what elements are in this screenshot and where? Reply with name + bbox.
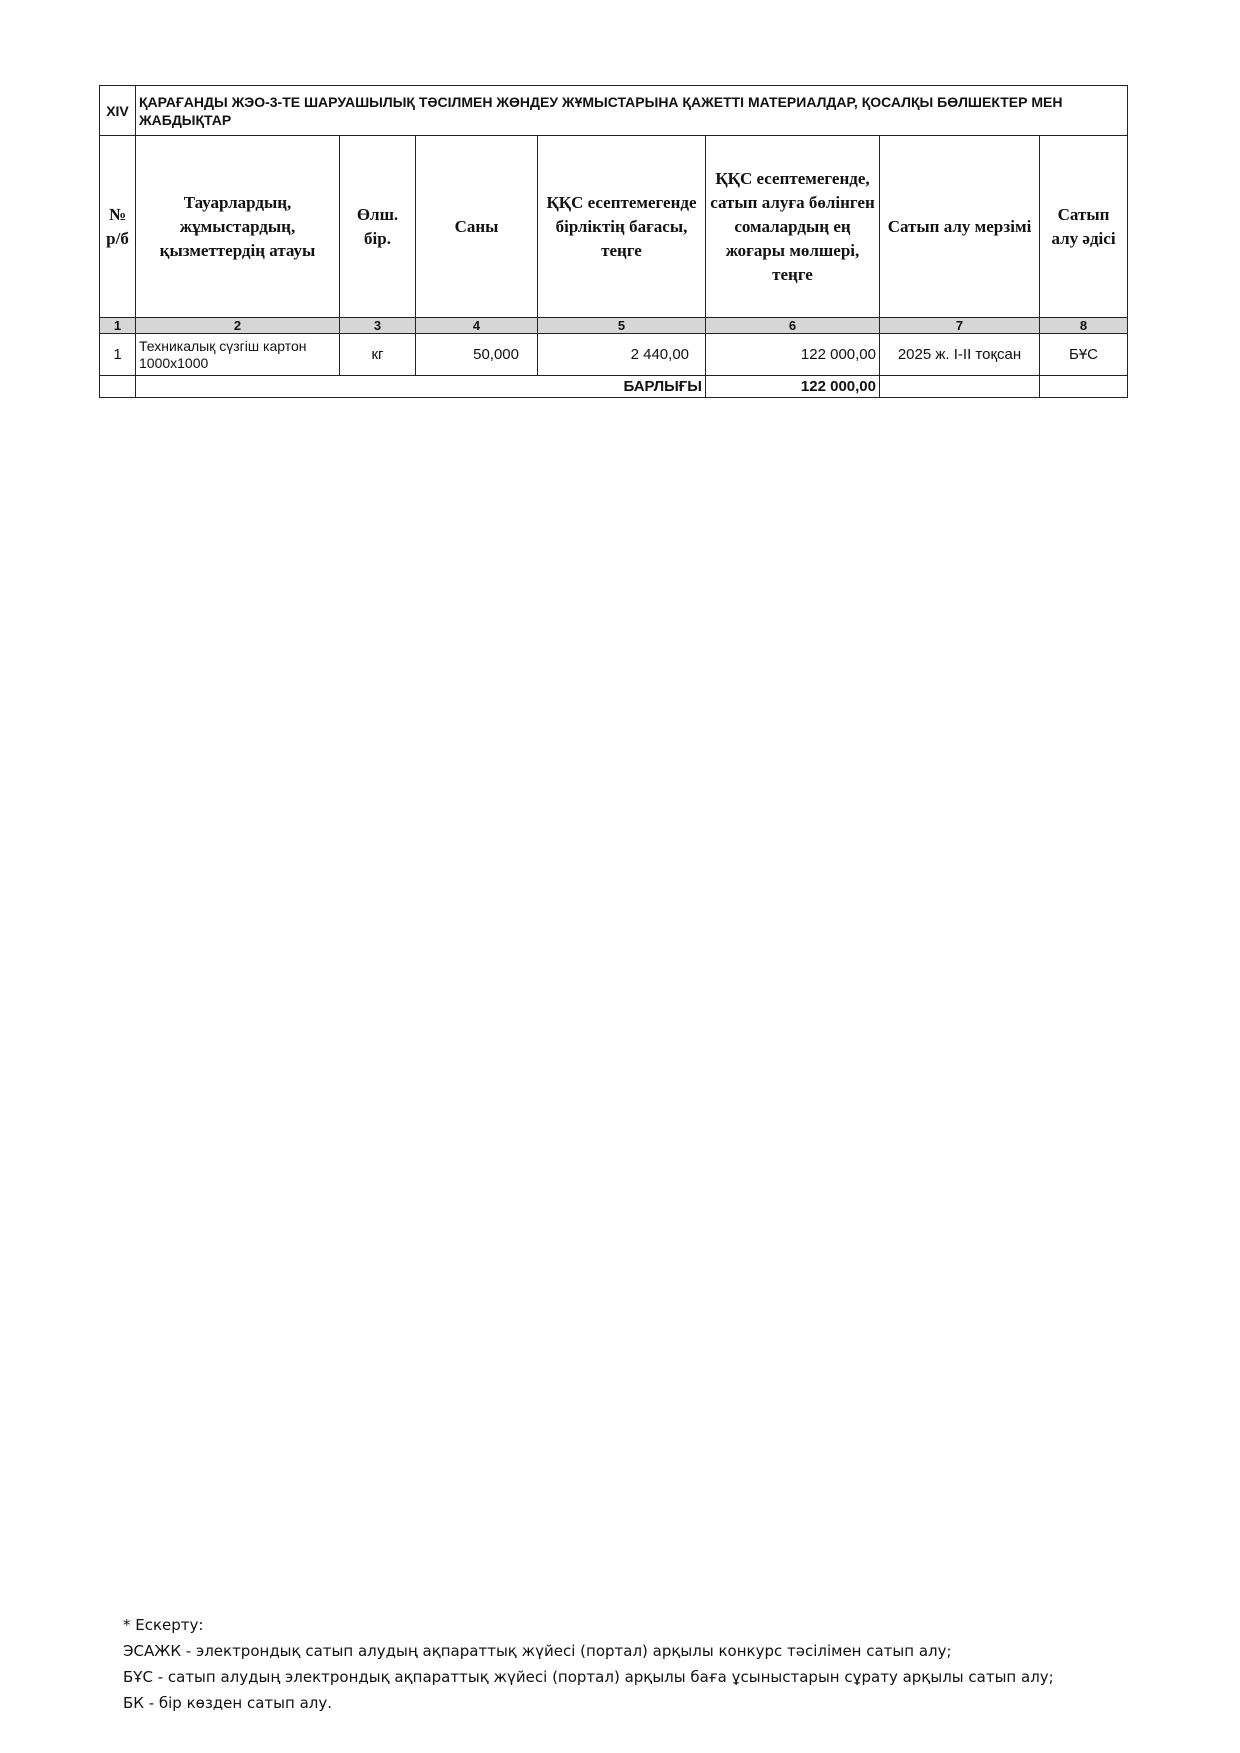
row-name: Техникалық сүзгіш картон 1000x1000 (136, 334, 340, 376)
column-number: 3 (340, 318, 416, 334)
column-number: 8 (1040, 318, 1128, 334)
total-empty-cell (880, 376, 1040, 398)
column-number: 7 (880, 318, 1040, 334)
row-qty: 50,000 (416, 334, 538, 376)
total-empty-cell (100, 376, 136, 398)
row-amount: 122 000,00 (706, 334, 880, 376)
row-period: 2025 ж. I-II тоқсан (880, 334, 1040, 376)
total-label: БАРЛЫҒЫ (136, 376, 706, 398)
column-number: 2 (136, 318, 340, 334)
footnote (123, 1612, 1123, 1716)
total-empty-cell (1040, 376, 1128, 398)
row-unit: кг (340, 334, 416, 376)
total-row (100, 376, 1128, 398)
header-period: Сатып алу мерзімі (880, 136, 1040, 318)
table-row (100, 334, 1128, 376)
header-qty: Саны (416, 136, 538, 318)
footnote-line: ЭСАЖК - электрондық сатып алудың ақпараттық жүйесі (портал) арқылы конкурс тәсілімен сатып алу; (123, 1642, 952, 1660)
footnote-heading: * Ескерту: (123, 1616, 204, 1634)
column-number: 1 (100, 318, 136, 334)
section-row (100, 86, 1128, 136)
procurement-table (99, 85, 1128, 398)
header-amount: ҚҚС есептемегенде, сатып алуға бөлінген сомалардың ең жоғары мөлшері, теңге (706, 136, 880, 318)
row-no: 1 (100, 334, 136, 376)
column-number: 5 (538, 318, 706, 334)
header-name: Тауарлардың, жұмыстардың, қызметтердің атауы (136, 136, 340, 318)
header-method: Сатып алу әдісі (1040, 136, 1128, 318)
footnote-line: БК - бір көзден сатып алу. (123, 1694, 333, 1712)
header-price: ҚҚС есептемегенде бірліктің бағасы, теңге (538, 136, 706, 318)
row-price: 2 440,00 (538, 334, 706, 376)
header-no: № р/б (100, 136, 136, 318)
section-title: ҚАРАҒАНДЫ ЖЭО-3-ТЕ ШАРУАШЫЛЫҚ ТӘСІЛМЕН ЖӨНДЕУ ЖҰМЫСТАРЫНА ҚАЖЕТТІ МАТЕРИАЛДАР, ҚОСАЛҚЫ БӨЛШЕКТЕР МЕН ЖАБДЫҚТАР (136, 86, 1128, 136)
footnote-line: БҰС - сатып алудың электрондық ақпараттық жүйесі (портал) арқылы баға ұсыныстарын сұрату арқылы сатып алу; (123, 1668, 1054, 1686)
column-number-row (100, 318, 1128, 334)
header-unit: Өлш. бір. (340, 136, 416, 318)
column-number: 6 (706, 318, 880, 334)
section-number: XIV (100, 86, 136, 136)
total-value: 122 000,00 (706, 376, 880, 398)
column-number: 4 (416, 318, 538, 334)
header-row (100, 136, 1128, 318)
row-method: БҰС (1040, 334, 1128, 376)
